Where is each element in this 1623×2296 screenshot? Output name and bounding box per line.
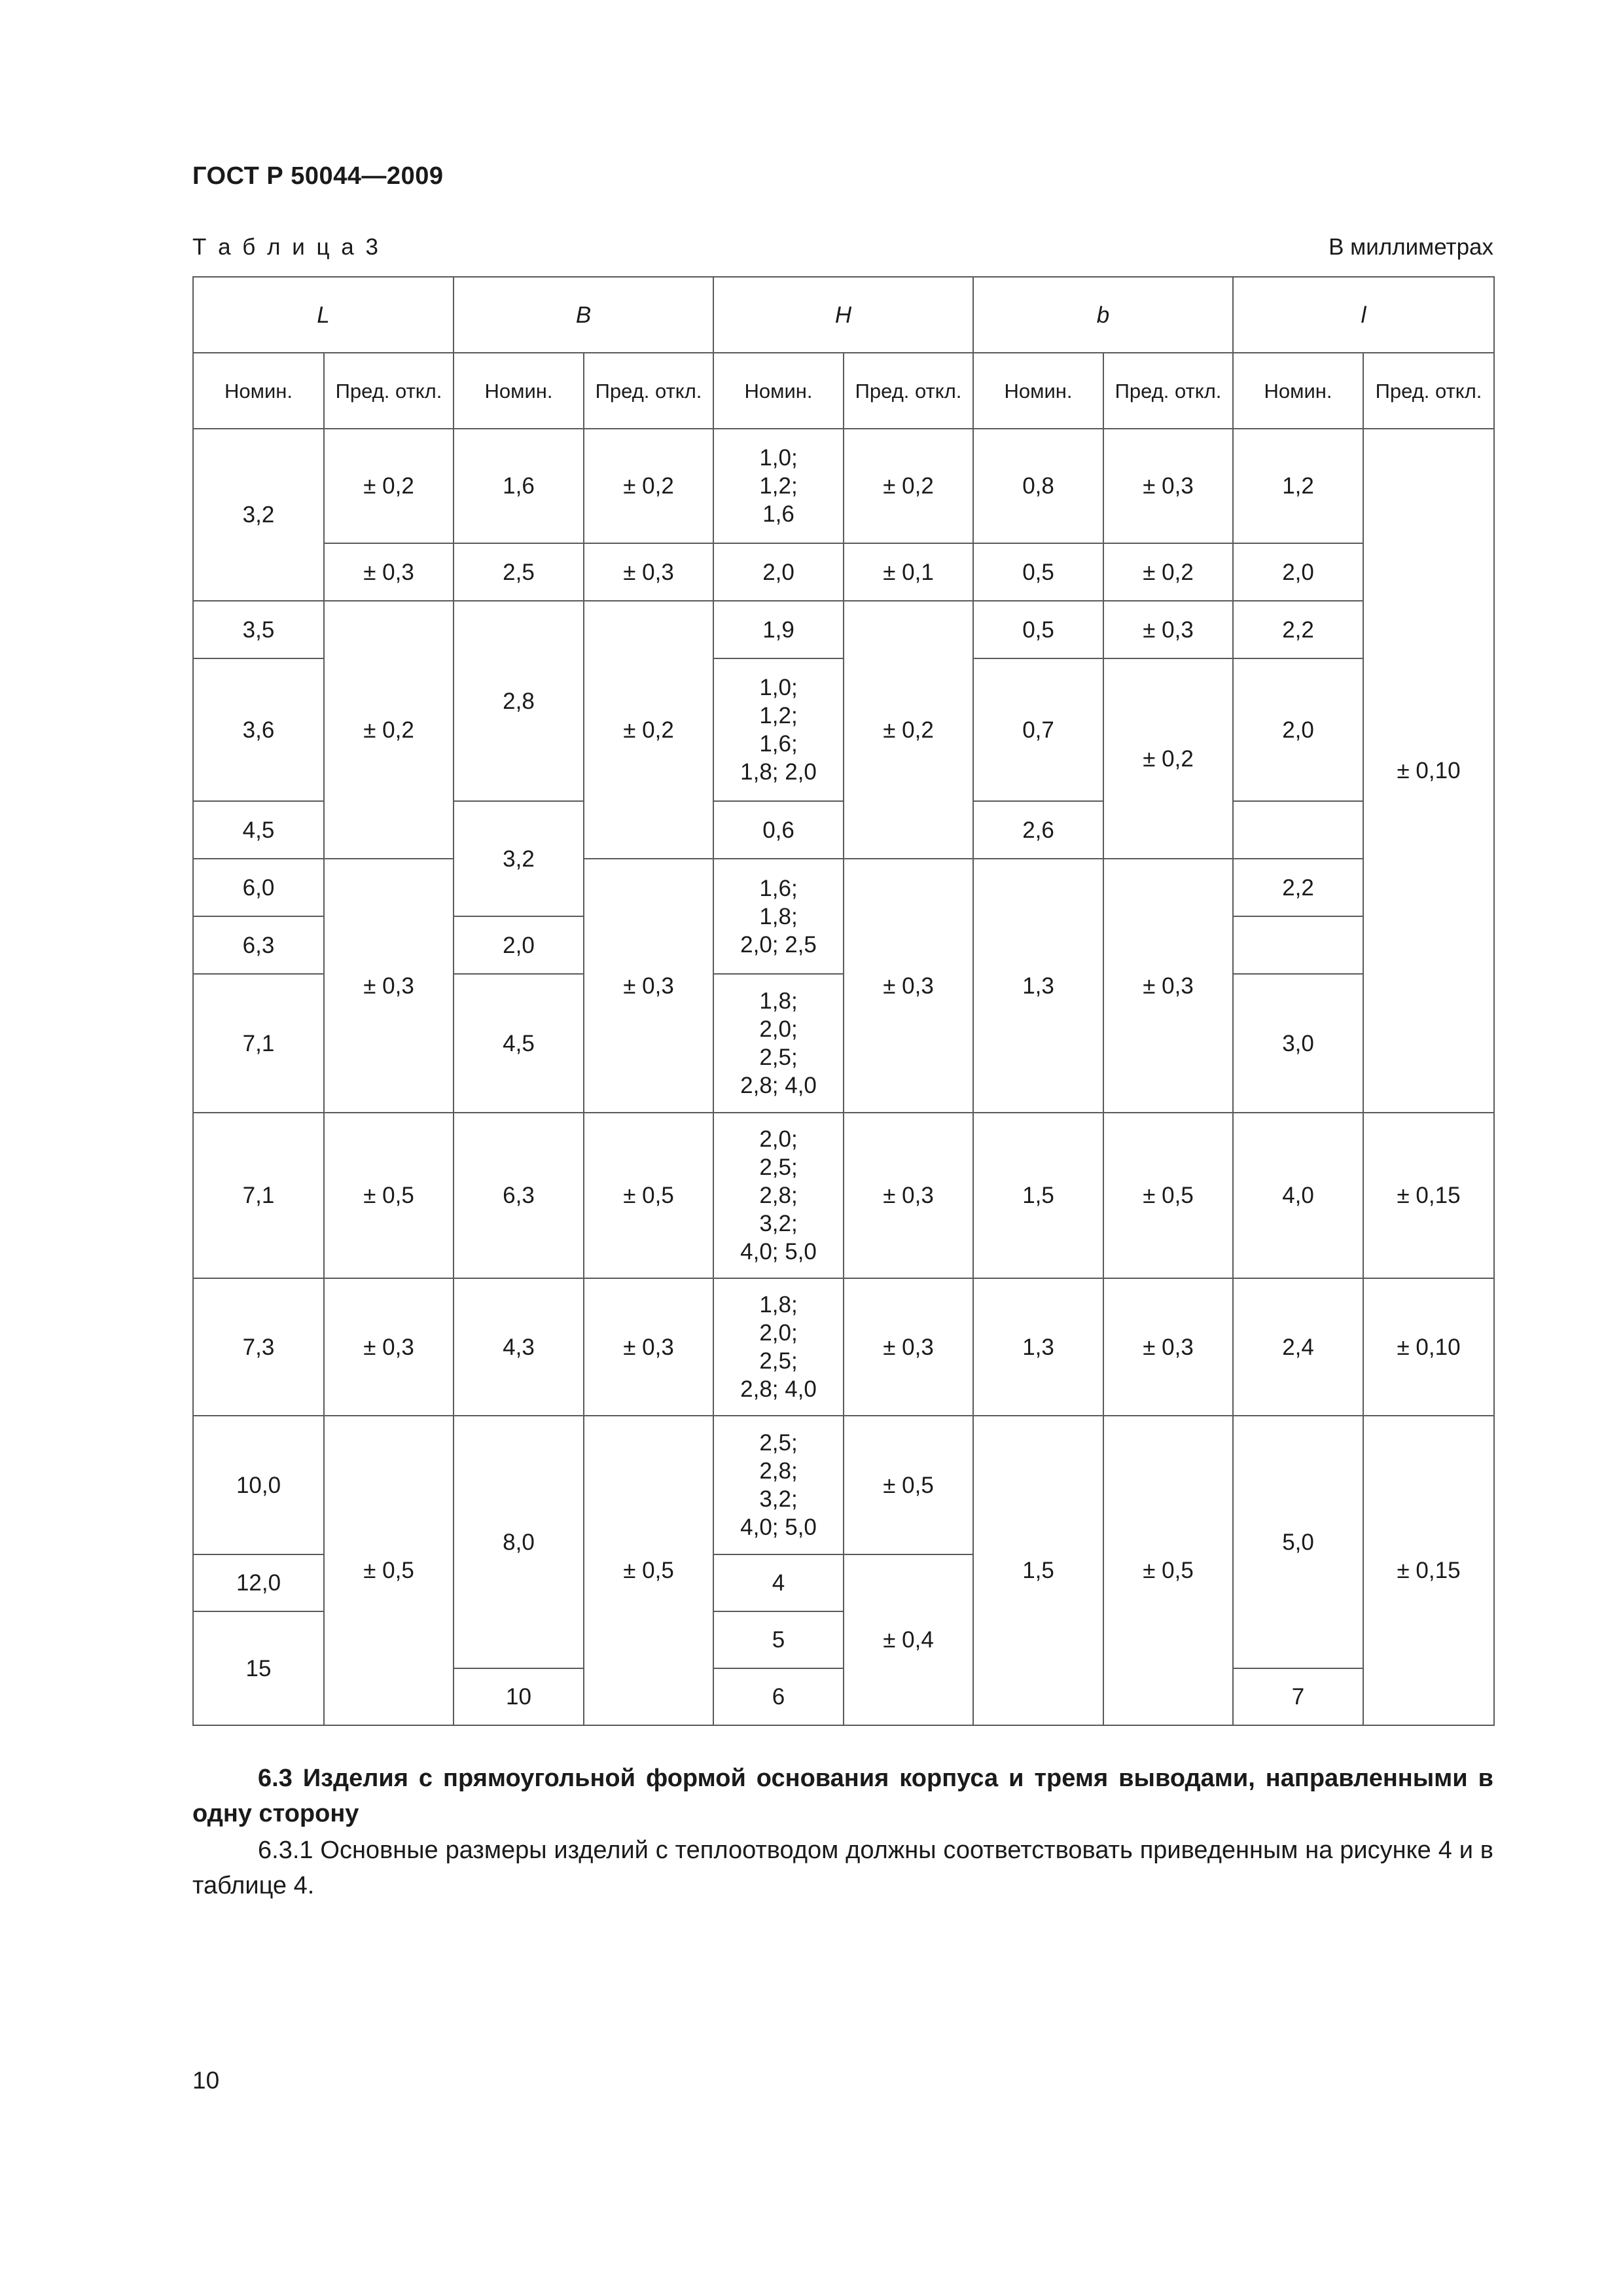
table-cell: 7,1 (193, 974, 324, 1113)
section-paragraph (192, 1833, 1493, 1903)
table-cell: 5 (713, 1611, 844, 1668)
table-row (193, 1278, 1494, 1416)
subheader-tolerance: Пред. откл. (584, 353, 713, 429)
table-cell: 4,0 (1233, 1113, 1363, 1278)
table-cell: 2,4 (1233, 1278, 1363, 1416)
table-cell: 0,8 (973, 429, 1103, 543)
subheader-nominal: Номин. (713, 353, 844, 429)
table-cell: ± 0,3 (324, 1278, 454, 1416)
subheader-nominal: Номин. (193, 353, 324, 429)
table-cell: ± 0,3 (324, 543, 454, 601)
table-subheader-row (193, 353, 1494, 429)
table-row (193, 1113, 1494, 1278)
table-cell: 1,8; 2,0; 2,5; 2,8; 4,0 (713, 1278, 844, 1416)
table-cell: ± 0,4 (844, 1554, 973, 1725)
section-paragraph-text: 6.3.1 Основные размеры изделий с теплоотводом должны соответствовать приведенным на рисунке 4 и в таблице 4. (192, 1837, 1493, 1899)
table-cell: ± 0,5 (584, 1113, 713, 1278)
table-cell: ± 0,10 (1363, 1278, 1494, 1416)
table-cell: 3,0 (1233, 974, 1363, 1113)
table-cell (1233, 801, 1363, 859)
table-cell: 4 (713, 1554, 844, 1611)
table-cell: 3,5 (193, 601, 324, 658)
table-cell: 7,1 (193, 1113, 324, 1278)
section-heading (192, 1761, 1493, 1831)
table-cell: 5,0 (1233, 1416, 1363, 1668)
table-cell: ± 0,2 (844, 601, 973, 859)
table-cell: 0,5 (973, 543, 1103, 601)
table-cell: ± 0,5 (324, 1416, 454, 1725)
table-units: В миллиметрах (1329, 234, 1493, 260)
table-cell: 1,5 (973, 1113, 1103, 1278)
table-row (193, 601, 1494, 658)
subheader-tolerance: Пред. откл. (1363, 353, 1494, 429)
table-cell: 3,2 (193, 429, 324, 601)
table-cell: 6,0 (193, 859, 324, 916)
table-cell: ± 0,15 (1363, 1416, 1494, 1725)
table-cell: ± 0,5 (1103, 1416, 1233, 1725)
table-cell: 1,6 (454, 429, 584, 543)
table-cell: 2,5 (454, 543, 584, 601)
table-header-row (193, 277, 1494, 353)
table-cell: 6 (713, 1668, 844, 1725)
table-cell: 2,0 (1233, 658, 1363, 801)
table-cell: 12,0 (193, 1554, 324, 1611)
table-cell: 2,8 (454, 601, 584, 801)
subheader-nominal: Номин. (973, 353, 1103, 429)
table-cell: 6,3 (193, 916, 324, 974)
subheader-nominal: Номин. (454, 353, 584, 429)
column-header-H: H (713, 277, 973, 353)
table-cell: 10 (454, 1668, 584, 1725)
table-cell: ± 0,3 (584, 543, 713, 601)
table-cell: 2,2 (1233, 601, 1363, 658)
table-cell: 4,5 (454, 974, 584, 1113)
table-cell: ± 0,3 (324, 859, 454, 1113)
table-cell: ± 0,3 (1103, 1278, 1233, 1416)
table-cell: 8,0 (454, 1416, 584, 1668)
table-cell: ± 0,2 (1103, 543, 1233, 601)
table-cell: ± 0,2 (324, 429, 454, 543)
document-header: ГОСТ Р 50044—2009 (192, 162, 444, 190)
table-cell: ± 0,3 (844, 1278, 973, 1416)
table-cell: ± 0,3 (844, 1113, 973, 1278)
table-cell: ± 0,5 (324, 1113, 454, 1278)
table-cell: 2,5; 2,8; 3,2; 4,0; 5,0 (713, 1416, 844, 1554)
subheader-tolerance: Пред. откл. (1103, 353, 1233, 429)
table-cell: 0,5 (973, 601, 1103, 658)
table-row (193, 1416, 1494, 1554)
column-header-b: b (973, 277, 1233, 353)
table-cell: 1,2 (1233, 429, 1363, 543)
table-cell: 3,6 (193, 658, 324, 801)
table-cell: 1,3 (973, 1278, 1103, 1416)
table-cell: 0,7 (973, 658, 1103, 801)
table-cell: 1,0; 1,2; 1,6 (713, 429, 844, 543)
table-cell: ± 0,5 (844, 1416, 973, 1554)
table-cell: ± 0,3 (844, 859, 973, 1113)
table-cell: 1,6; 1,8; 2,0; 2,5 (713, 859, 844, 974)
table-cell: 15 (193, 1611, 324, 1725)
table-cell: 2,0 (1233, 543, 1363, 601)
table-caption: Т а б л и ц а 3 (192, 234, 381, 260)
table-row (193, 429, 1494, 543)
table-cell: 1,8; 2,0; 2,5; 2,8; 4,0 (713, 974, 844, 1113)
table-cell: 2,0 (713, 543, 844, 601)
table-row (193, 543, 1494, 601)
column-header-l: l (1233, 277, 1494, 353)
table-cell: ± 0,3 (584, 1278, 713, 1416)
dimensions-table (192, 276, 1495, 1726)
table-cell: ± 0,2 (324, 601, 454, 859)
table-cell: 0,6 (713, 801, 844, 859)
table-cell: ± 0,1 (844, 543, 973, 601)
table-cell: 7,3 (193, 1278, 324, 1416)
table-cell: 2,2 (1233, 859, 1363, 916)
table-cell: ± 0,5 (1103, 1113, 1233, 1278)
subheader-nominal: Номин. (1233, 353, 1363, 429)
subheader-tolerance: Пред. откл. (324, 353, 454, 429)
table-cell: 1,9 (713, 601, 844, 658)
table-cell: 7 (1233, 1668, 1363, 1725)
table-row (193, 859, 1494, 916)
table-cell: ± 0,2 (844, 429, 973, 543)
table-cell: 1,0; 1,2; 1,6; 1,8; 2,0 (713, 658, 844, 801)
page-number: 10 (192, 2067, 220, 2094)
table-cell: ± 0,2 (584, 601, 713, 859)
table-cell: 6,3 (454, 1113, 584, 1278)
table-cell: ± 0,10 (1363, 429, 1494, 1113)
table-cell: ± 0,3 (1103, 601, 1233, 658)
column-header-L: L (193, 277, 454, 353)
table-cell: 1,3 (973, 859, 1103, 1113)
subheader-tolerance: Пред. откл. (844, 353, 973, 429)
table-cell: ± 0,5 (584, 1416, 713, 1725)
table-cell: 10,0 (193, 1416, 324, 1554)
table-cell: 4,3 (454, 1278, 584, 1416)
table-cell: ± 0,2 (1103, 658, 1233, 859)
table-cell: 3,2 (454, 801, 584, 916)
table-cell: 2,0; 2,5; 2,8; 3,2; 4,0; 5,0 (713, 1113, 844, 1278)
table-cell: ± 0,3 (1103, 859, 1233, 1113)
table-cell: ± 0,2 (584, 429, 713, 543)
section-heading-text: 6.3 Изделия с прямоугольной формой основания корпуса и тремя выводами, направленными в одну сторону (192, 1765, 1493, 1827)
table-cell: 2,6 (973, 801, 1103, 859)
table-cell: 4,5 (193, 801, 324, 859)
table-cell: 2,0 (454, 916, 584, 974)
table-cell: ± 0,3 (1103, 429, 1233, 543)
table-cell: ± 0,3 (584, 859, 713, 1113)
table-cell: 1,5 (973, 1416, 1103, 1725)
table-cell: ± 0,15 (1363, 1113, 1494, 1278)
column-header-B: B (454, 277, 713, 353)
